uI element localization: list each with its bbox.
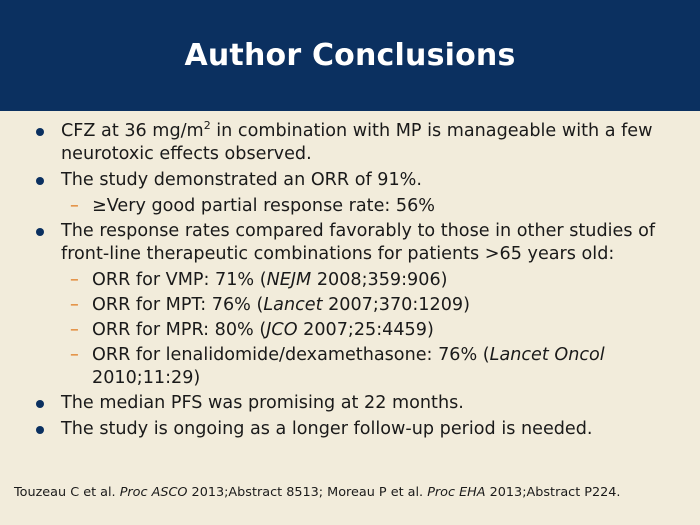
bullet-text xyxy=(61,419,593,439)
text-segment: 2007;370:1209) xyxy=(322,295,470,315)
italic-citation-text: NEJM xyxy=(266,270,312,290)
italic-citation-text: Lancet Oncol xyxy=(489,345,605,365)
text-segment: The median PFS was promising at 22 months. xyxy=(61,393,464,413)
text-segment: 2007;25:4459) xyxy=(297,320,434,340)
bullet-text xyxy=(61,170,422,190)
slide-header xyxy=(0,0,700,111)
bullet-text xyxy=(92,345,605,388)
sub-bullet-item xyxy=(0,269,700,292)
dash-bullet-icon: – xyxy=(70,345,79,365)
bullet-item xyxy=(0,169,700,192)
sub-bullet-item xyxy=(0,294,700,317)
italic-citation-text: Lancet xyxy=(263,295,323,315)
bullet-dot-icon xyxy=(36,228,44,236)
italic-citation-text: JCO xyxy=(266,320,298,340)
sub-bullet-item xyxy=(0,319,700,342)
text-segment: 2008;359:906) xyxy=(311,270,448,290)
bullet-text xyxy=(61,121,653,164)
bullet-text xyxy=(92,295,470,315)
text-segment: The response rates compared favorably to those in other studies of front-line therapeutic combinations for patients >65 years old: xyxy=(61,221,656,264)
italic-citation-text: Proc ASCO xyxy=(119,485,188,500)
slide-title: Author Conclusions xyxy=(184,38,516,73)
bullet-dot-icon xyxy=(36,177,44,185)
bullet-text xyxy=(92,320,434,340)
bullet-item xyxy=(0,418,700,441)
text-segment: Touzeau C et al. xyxy=(14,485,120,500)
slide-content xyxy=(0,120,700,444)
sub-bullet-item xyxy=(0,195,700,218)
bullet-item xyxy=(0,392,700,415)
text-segment: ≥Very good partial response rate: 56% xyxy=(92,196,436,216)
text-segment: The study is ongoing as a longer follow-up period is needed. xyxy=(61,419,593,439)
dash-bullet-icon: – xyxy=(70,270,79,290)
bullet-dot-icon xyxy=(36,400,44,408)
bullet-text xyxy=(61,221,655,264)
dash-bullet-icon: – xyxy=(70,295,79,315)
text-segment: ORR for MPT: 76% ( xyxy=(92,295,264,315)
footnote-citation xyxy=(14,484,674,502)
text-segment: in combination with MP is manageable with a few neurotoxic effects observed. xyxy=(61,121,653,164)
bullet-dot-icon xyxy=(36,426,44,434)
text-segment: CFZ at 36 mg/m xyxy=(61,121,204,141)
italic-citation-text: Proc EHA xyxy=(427,485,486,500)
text-segment: ORR for lenalidomide/dexamethasone: 76% ( xyxy=(92,345,490,365)
dash-bullet-icon: – xyxy=(70,196,79,216)
text-segment: The study demonstrated an ORR of 91%. xyxy=(61,170,422,190)
dash-bullet-icon: – xyxy=(70,320,79,340)
superscript-text: 2 xyxy=(203,119,211,133)
bullet-text xyxy=(92,270,448,290)
text-segment: 2010;11:29) xyxy=(92,368,201,388)
sub-bullet-item xyxy=(0,344,700,390)
bullet-text xyxy=(92,196,435,216)
text-segment: 2013;Abstract P224. xyxy=(485,485,621,500)
bullet-dot-icon xyxy=(36,128,44,136)
text-segment: 2013;Abstract 8513; Moreau P et al. xyxy=(187,485,428,500)
bullet-list xyxy=(0,120,700,441)
text-segment: ORR for MPR: 80% ( xyxy=(92,320,267,340)
bullet-text xyxy=(61,393,464,413)
bullet-item xyxy=(0,220,700,266)
bullet-item xyxy=(0,120,700,166)
text-segment: ORR for VMP: 71% ( xyxy=(92,270,267,290)
